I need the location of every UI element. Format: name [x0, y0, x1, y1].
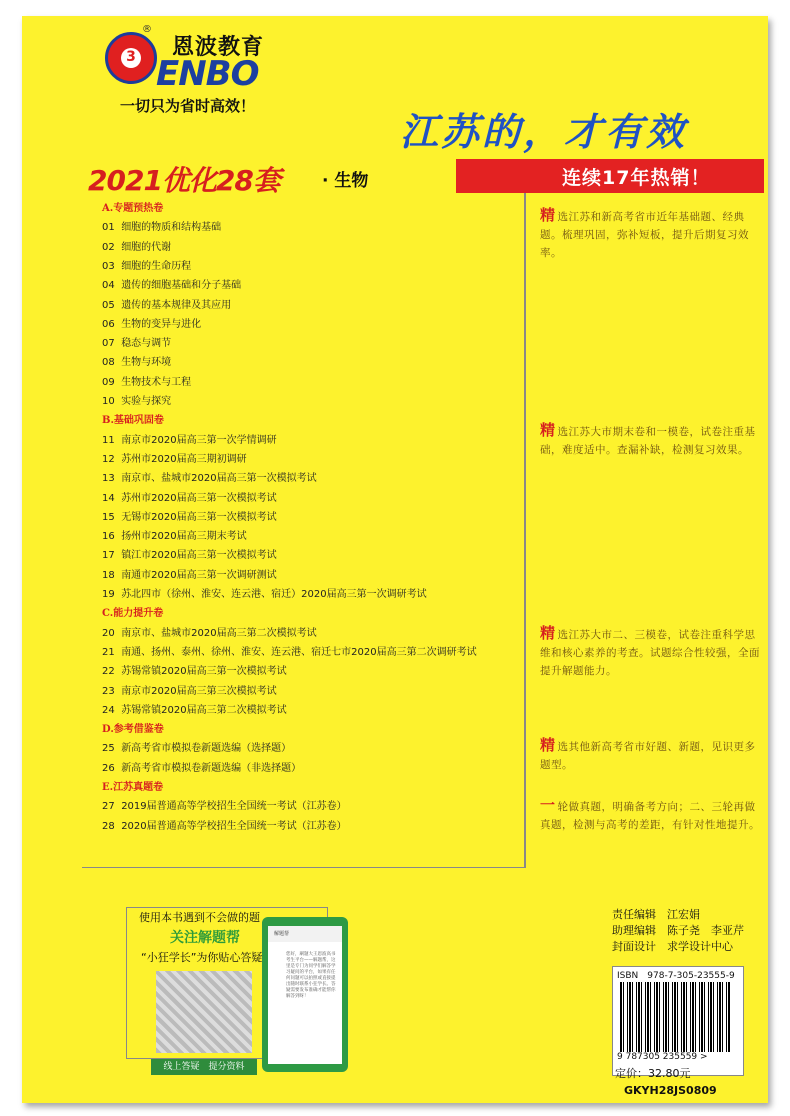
toc-item-number: 17 — [102, 550, 115, 562]
toc-section-heading: E.江苏真题卷 — [102, 782, 164, 793]
toc-item — [102, 624, 317, 639]
toc-item-number: 22 — [102, 666, 115, 678]
credit-role: 助理编辑 — [612, 924, 656, 937]
section-description-b — [540, 421, 765, 459]
toc-item-title: 实验与探究 — [121, 396, 172, 407]
toc-item — [102, 817, 347, 832]
screen-title: 解题帮 — [268, 926, 342, 942]
credit-name: 陈子尧 李亚芹 — [667, 924, 744, 937]
toc-item — [102, 257, 191, 272]
toc-item — [102, 546, 277, 561]
brand-chinese-name: 恩波教育 — [172, 35, 265, 60]
registered-mark: ® — [142, 24, 152, 35]
promo-line-3: “小狂学长”为你贴心答疑 — [141, 951, 263, 964]
toc-item-number: 11 — [102, 434, 115, 446]
toc-item-title: 镇江市2020届高三第一次模拟考试 — [121, 550, 277, 562]
description-text: 选江苏大市期末卷和一模卷，试卷注重基础，难度适中。查漏补缺，检测复习效果。 — [540, 426, 756, 456]
toc-item-number: 03 — [102, 260, 115, 272]
toc-item — [102, 431, 277, 446]
online-qa-label: 线上答疑 — [163, 1062, 200, 1072]
toc-item-title: 扬州市2020届高三期末考试 — [121, 531, 247, 543]
toc-item-number: 10 — [102, 396, 115, 407]
toc-item — [102, 701, 287, 716]
qr-code-icon[interactable] — [156, 971, 252, 1053]
toc-item-title: 新高考省市模拟卷新题选编（选择题） — [121, 743, 292, 755]
toc-section-heading: A.专题预热卷 — [102, 203, 164, 214]
toc-item — [102, 759, 301, 774]
toc-item-number: 12 — [102, 453, 115, 465]
study-materials-label: 提分资料 — [208, 1062, 245, 1072]
toc-item-number: 13 — [102, 473, 115, 485]
toc-item — [102, 508, 277, 523]
toc-item-number: 19 — [102, 589, 115, 600]
toc-item-title: 南京市、盐城市2020届高三第二次模拟考试 — [121, 627, 317, 639]
section-description-c — [540, 624, 765, 680]
toc-item-number: 20 — [102, 627, 115, 639]
toc-item-title: 细胞的物质和结构基础 — [121, 222, 222, 234]
isbn-text: ISBN 978-7-305-23555-9 — [617, 971, 735, 981]
toc-item-number: 26 — [102, 762, 115, 774]
series-title: 2021优化28套 — [88, 164, 280, 197]
toc-section-heading: C.能力提升卷 — [102, 608, 164, 620]
description-text: 选其他新高考省市好题、新题，见识更多题型。 — [540, 741, 756, 771]
toc-item-number: 18 — [102, 569, 115, 581]
description-initial: 精 — [540, 421, 556, 439]
toc-item-number: 06 — [102, 318, 115, 330]
barcode-number: 9 787305 235559 > — [617, 1052, 708, 1062]
toc-item-title: 苏锡常镇2020届高三第二次模拟考试 — [121, 704, 287, 716]
toc-item-title: 稳态与调节 — [121, 338, 172, 350]
toc-item-title: 细胞的代谢 — [121, 241, 172, 253]
toc-item-title: 苏北四市（徐州、淮安、连云港、宿迁）2020届高三第一次调研考试 — [121, 589, 427, 600]
book-back-cover — [22, 16, 768, 1103]
toc-item-number: 02 — [102, 241, 115, 253]
section-description-e — [540, 796, 765, 834]
toc-item-title: 2019届普通高等学校招生全国统一考试（江苏卷） — [121, 801, 347, 813]
toc-item — [102, 469, 317, 484]
bestseller-tag: 连续17年热销！ — [562, 167, 711, 189]
toc-item-title: 南京市2020届高三第三次模拟考试 — [121, 685, 277, 697]
toc-item-number: 01 — [102, 222, 115, 234]
credit-cover-design — [612, 938, 733, 954]
toc-item — [102, 296, 231, 311]
toc-item-number: 25 — [102, 743, 115, 755]
toc-item-title: 苏州市2020届高三第一次模拟考试 — [121, 492, 277, 504]
description-text: 选江苏和新高考省市近年基础题、经典题。梳理巩固，弥补短板，提升后期复习效率。 — [540, 211, 749, 259]
phone-screen — [268, 926, 342, 1064]
toc-item — [102, 373, 191, 388]
description-initial: 一 — [540, 796, 556, 814]
toc-item — [102, 527, 247, 542]
product-code: GKYH28JS0809 — [624, 1084, 717, 1097]
toc-item-title: 新高考省市模拟卷新题选编（非选择题） — [121, 762, 302, 774]
toc-item-number: 27 — [102, 801, 115, 813]
credit-name: 江宏娟 — [667, 908, 700, 921]
promo-buttons — [151, 1059, 257, 1075]
toc-item-number: 05 — [102, 299, 115, 311]
toc-item-title: 南京市、盐城市2020届高三第一次模拟考试 — [121, 473, 317, 485]
toc-item-number: 21 — [102, 646, 115, 658]
toc-item — [102, 585, 427, 600]
toc-item-title: 细胞的生命历程 — [121, 260, 192, 272]
promo-line-2: 关注解题帮 — [170, 930, 240, 946]
section-description-a — [540, 206, 765, 262]
toc-item-title: 2020届普通高等学校招生全国统一考试（江苏卷） — [121, 820, 347, 832]
credit-assistant-editor — [612, 922, 744, 938]
toc-item-title: 南京市2020届高三第一次学情调研 — [121, 434, 277, 446]
toc-item — [102, 489, 277, 504]
credit-role: 责任编辑 — [612, 908, 656, 921]
toc-item — [102, 334, 171, 349]
credit-role: 封面设计 — [612, 940, 656, 953]
toc-item-number: 23 — [102, 685, 115, 697]
cover-headline: 江苏的，才有效 — [400, 110, 688, 154]
description-initial: 精 — [540, 736, 556, 754]
toc-item — [102, 276, 241, 291]
enbo-logo-icon — [105, 32, 157, 84]
section-description-d — [540, 736, 765, 774]
promo-line-1: 使用本书遇到不会做的题 — [139, 911, 260, 924]
price-label: 定价：32.80元 — [615, 1067, 691, 1080]
toc-item-number: 15 — [102, 511, 115, 523]
toc-item-title: 无锡市2020届高三第一次模拟考试 — [121, 511, 277, 523]
description-initial: 精 — [540, 206, 556, 224]
toc-item-title: 南通、扬州、泰州、徐州、淮安、连云港、宿迁七市2020届高三第二次调研考试 — [121, 646, 477, 658]
toc-item — [102, 566, 277, 581]
toc-item — [102, 353, 171, 368]
brand-english-name: ENBO — [156, 54, 259, 94]
toc-item-title: 遗传的细胞基础和分子基础 — [121, 280, 242, 292]
toc-item-number: 14 — [102, 492, 115, 504]
toc-item — [102, 218, 221, 233]
screen-message: 您好，刷题大王恩波高书考生平台——解题帮，这里是专门为同学们解答学习疑问的平台，如果有任何问题可以拍照或直接提出随时联系小狂学长。答疑需要发布准确才能帮你解答到呀！ — [286, 952, 336, 999]
toc-item — [102, 315, 201, 330]
toc-item-number: 07 — [102, 338, 115, 350]
toc-item-title: 苏州市2020届高三期初调研 — [121, 453, 247, 465]
toc-item-number: 16 — [102, 531, 115, 543]
toc-item-title: 遗传的基本规律及其应用 — [121, 299, 232, 311]
toc-item — [102, 643, 477, 658]
toc-item-title: 生物与环境 — [121, 357, 172, 369]
subject-label: · 生物 — [322, 171, 369, 191]
toc-section-heading: D.参考借鉴卷 — [102, 724, 164, 736]
toc-item-title: 生物的变异与进化 — [121, 318, 202, 330]
toc-section-heading: B.基础巩固卷 — [102, 415, 164, 427]
toc-item-number: 24 — [102, 704, 115, 716]
credit-editor — [612, 906, 700, 922]
toc-item-number: 04 — [102, 280, 115, 292]
slogan: 一切只为省时高效！ — [120, 97, 256, 115]
description-text: 选江苏大市二、三模卷，试卷注重科学思维和核心素养的考查。试题综合性较强，全面提升解题能力。 — [540, 629, 760, 677]
toc-item — [102, 662, 287, 677]
description-initial: 精 — [540, 624, 556, 642]
toc-item-number: 28 — [102, 820, 115, 832]
toc-item — [102, 739, 291, 754]
description-text: 轮做真题，明确备考方向；二、三轮再做真题，检测与高考的差距，有针对性地提升。 — [540, 801, 760, 831]
toc-item — [102, 682, 277, 697]
toc-item-title: 苏锡常镇2020届高三第一次模拟考试 — [121, 666, 287, 678]
logo-char: 3 — [126, 49, 136, 65]
barcode-icon — [620, 982, 730, 1052]
toc-item — [102, 392, 171, 407]
toc-item-number: 08 — [102, 357, 115, 369]
credit-name: 求学设计中心 — [667, 940, 733, 953]
toc-item — [102, 450, 247, 465]
toc-item-title: 南通市2020届高三第一次调研测试 — [121, 569, 277, 581]
toc-item — [102, 238, 171, 253]
toc-item — [102, 797, 347, 812]
toc-item-number: 09 — [102, 376, 115, 388]
toc-item-title: 生物技术与工程 — [121, 376, 192, 388]
